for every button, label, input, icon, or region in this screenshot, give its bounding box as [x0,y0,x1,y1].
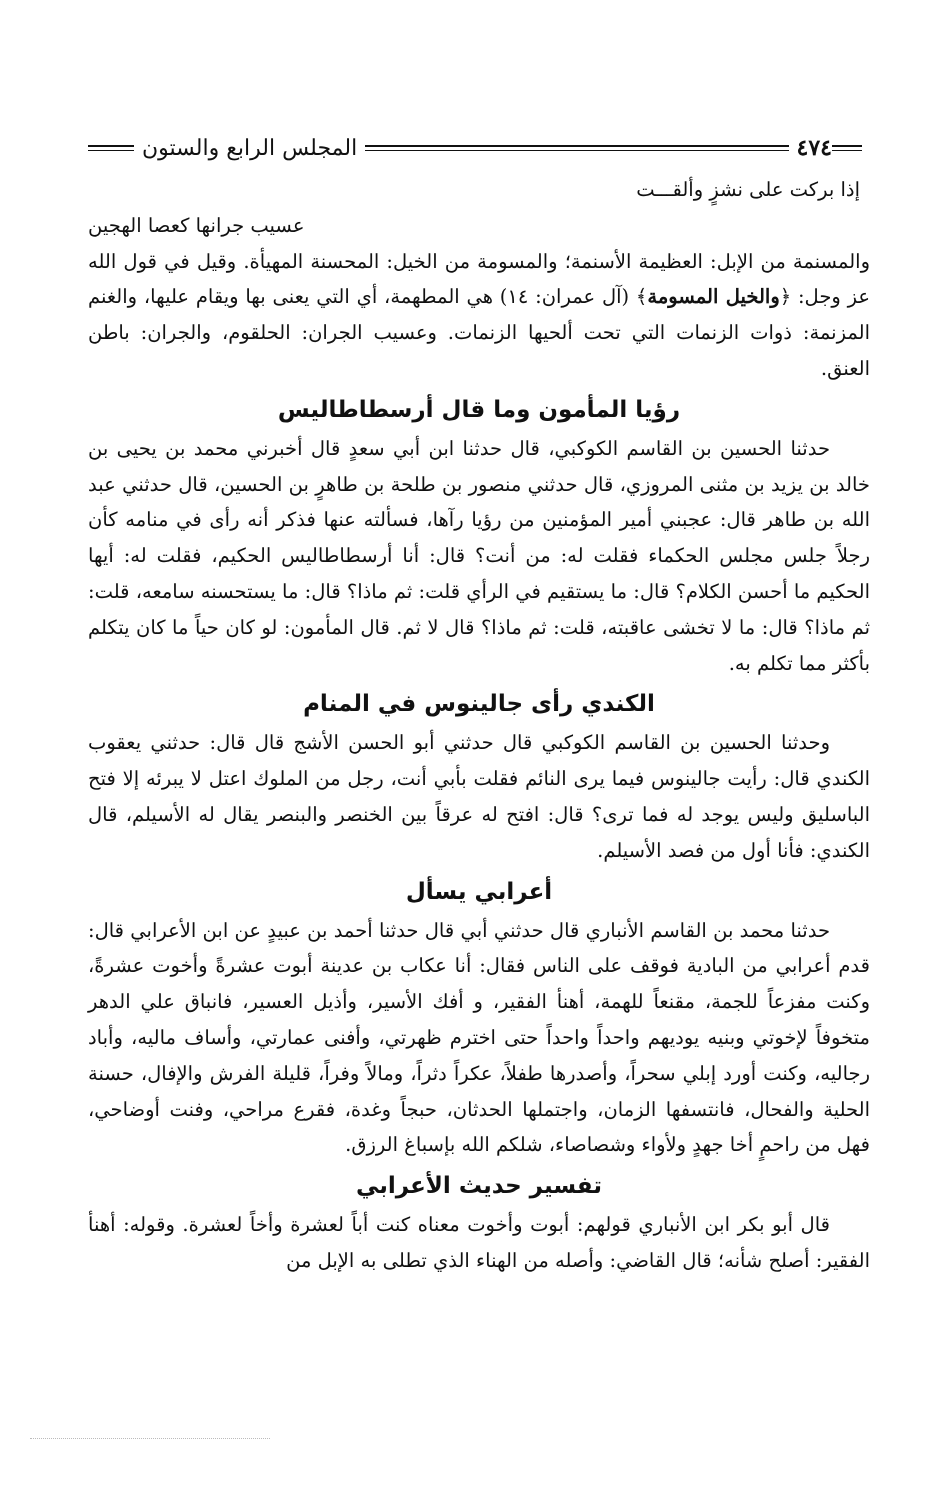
paragraph-mamun-dream: حدثنا الحسين بن القاسم الكوكبي، قال حدثنا ابن أبي سعدٍ قال أخبرني محمد بن يحيى بن خالد بن يزيد بن مثنى المروزي، قال حدثني منصور بن طلحة بن طاهرٍ بن الحسين، قال حدثني عبد الله بن طاهر قال: عجبني أمير المؤمنين من رؤيا رآها، فسألته عنها فذكر أنه رأى في منامه كأن رجلاً جلس مجلس الحكماء فقلت له: من أنت؟ قال: أنا أرسطاطاليس الحكيم، فقلت له: أيها الحكيم ما أحسن الكلام؟ قال: ما يستقيم في الرأي قلت: ثم ماذا؟ قال: ما يستحسنه سامعه، قلت: ثم ماذا؟ قال: ما لا تخشى عاقبته، قلت: ثم ماذا؟ قال لا ثم. قال المأمون: لو كان حياً ما كان يتكلم بأكثر مما تكلم به. [88,436,870,675]
verse-hemistich-second: عسيب جرانها كعصا الهجين [88,213,305,237]
section-heading-kindi: الكندي رأى جالينوس في المنام [303,691,655,718]
verse-line-second [88,208,870,244]
header-rule-right [832,145,862,151]
paragraph-explanation: قال أبو بكر ابن الأنباري قولهم: أبوت وأخوت معناه كنت أباً لعشرة وأخاً لعشرة. وقوله: أهنأ الفقير: أصلح شأنه؛ قال القاضي: وأصله من الهناء الذي تطلى به الإبل من [88,1213,870,1272]
section-heading-mamun-dream: رؤيا المأمون وما قال أرسطاطاليس [277,396,681,423]
page-number: ٤٧٤ [796,135,832,161]
paragraph-bedouin: حدثنا محمد بن القاسم الأنباري قال حدثني أبي قال حدثنا أحمد بن عبيدٍ عن ابن الأعرابي قال: قدم أعرابي من البادية فوقف على الناس فقال: أنا عكاب بن عدينة أبوت عشرةً وأخوت عشرةً، وكنت مفزعاً للجمة، مقنعاً للهمة، أهنأ الفقير، و أفك الأسير، وأذيل العسير، فانباق علي الدهر متخوفاً لإخوتي وبنيه يوديهم واحداً واحداً حتى اخترم ظهرتي، وأفنى عمارتي، وأساف ماليه، وأباد رجاليه، وكنت أورد إبلي سحراً، وأصدرها طفلاً، عكراً دثراً، ومالاً وفراً، قليلة الفرش والإفال، حسنة الحلية والفحال، فانتسفها الزمان، واجتملها الحدثان، حبجاً وغدة، فقرع مراحي، وفنت أوضاحي، فهل من راحمٍ أخا جهدٍ ولأواء وشصاصاء، شلكم الله بإسباغ الرزق. [88,918,870,1157]
gloss-paragraph [88,244,870,387]
section-heading-explanation: تفسير حديث الأعرابي [356,1173,602,1200]
header-rule-left [88,145,134,151]
verse-hemistich-first: إذا بركت على نشزٍ وألقـــت [636,178,860,201]
header-rule-middle [365,145,788,151]
scan-artifact-line [30,1438,270,1441]
paragraph-kindi: وحدثنا الحسين بن القاسم الكوكبي قال حدثني أبو الحسن الأشج قال قال: حدثني يعقوب الكندي قال: رأيت جالينوس فيما يرى النائم فقلت بأبي أنت، رجل من الملوك اعتل لا يبرئه إلا فتح الباسليق وليس يوجد له فما ترى؟ قال: افتح له عرقاً بين الخنصر والبنصر يقال له الأسيلم، قال الكندي: فأنا أول من فصد الأسيلم. [88,731,870,862]
gloss-text-before: والمسنمة من الإبل: العظيمة الأسنمة؛ والمسومة من الخيل: المحسنة المهيأة. وقيل في قول الله عز وجل: ﴿ [88,249,870,309]
quran-term: والخيل المسومة [647,285,780,309]
gloss-text-after: ﴾ (آل عمران: ١٤) هي المطهمة، أي التي يعنى بها ويقام عليها، والغنم المزنمة: ذوات الزنمات التي تحت ألحيها الزنمات. وعسيب الجران: الحلقوم، والجران: باطن العنق. [88,285,870,380]
verse-line [88,172,870,208]
page-body [88,172,870,1279]
section-heading-bedouin: أعرابي يسأل [405,878,553,905]
running-title: المجلس الرابع والستون [142,135,358,161]
running-header [88,128,862,168]
